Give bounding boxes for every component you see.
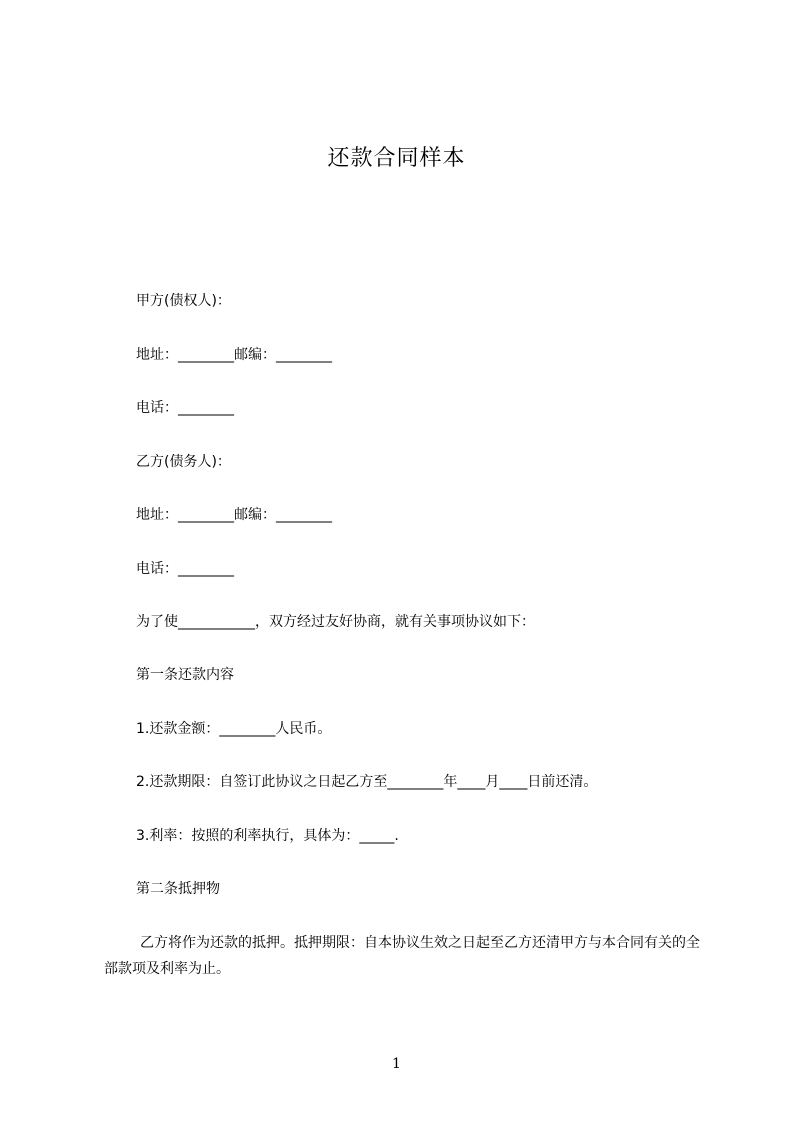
page-number: 1: [392, 1056, 401, 1072]
party-a-phone-line: 电话：________: [136, 400, 234, 416]
document-title: 还款合同样本: [327, 146, 466, 171]
party-a-address-line: 地址：________邮编：________: [136, 347, 332, 363]
party-a-heading: 甲方(债权人)：: [136, 293, 231, 309]
repayment-amount-line: 1.还款金额：________人民币。: [136, 721, 332, 737]
article-two-heading: 第二条抵押物: [136, 881, 220, 897]
article-one-heading: 第一条还款内容: [136, 667, 234, 683]
party-b-address-line: 地址：________邮编：________: [136, 507, 332, 523]
party-b-phone-line: 电话：________: [136, 561, 234, 577]
preamble-line: 为了使___________，双方经过友好协商，就有关事项协议如下：: [136, 614, 535, 630]
interest-rate-line: 3.利率：按照的利率执行，具体为：_____.: [136, 828, 399, 844]
repayment-term-line: 2.还款期限：自签订此协议之日起乙方至________年____月____日前还清。: [136, 774, 598, 790]
collateral-paragraph: 乙方将作为还款的抵押。抵押期限：自本协议生效之日起至乙方还清甲方与本合同有关的全部款项及利率为止。: [104, 935, 700, 977]
party-b-heading: 乙方(债务人)：: [136, 454, 231, 470]
